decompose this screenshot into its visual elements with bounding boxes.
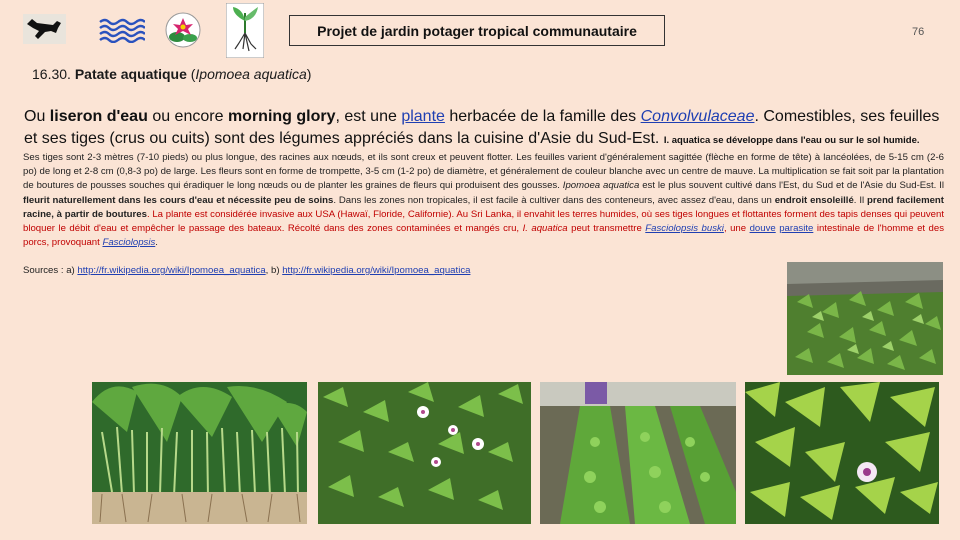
body-warning-latin: I. aquatica — [522, 223, 568, 235]
link-parasite[interactable]: parasite — [779, 223, 814, 235]
link-convolvulaceae[interactable]: Convolvulaceae — [640, 108, 755, 125]
body-text-end: . — [155, 237, 158, 249]
description-paragraph — [23, 151, 944, 250]
water-spinach-garden-rows-photo — [540, 382, 736, 524]
water-spinach-leaves-flower-photo — [745, 382, 939, 524]
sources-separator: , b) — [265, 265, 280, 276]
water-lily-flower-icon — [165, 12, 201, 48]
intro-paragraph — [24, 106, 944, 152]
body-warning-text-2: peut transmettre — [571, 223, 642, 235]
intro-bold-2: morning glory — [227, 108, 336, 125]
page-number: 76 — [912, 26, 925, 38]
sources-line — [23, 264, 470, 277]
intro-text-3: , est une — [335, 108, 397, 125]
source-link-b[interactable]: http://fr.wikipedia.org/wiki/Ipomoea_aquatica — [282, 265, 471, 276]
body-warning-text: . La plante est considérée invasive aux USA (Hawaï, Floride, Californie). Au Sri Lanka, il envahit les terres humides, où ses tiges longues et flottantes forment des tapis denses qui peuvent bloquer le débit d'eau et empêcher le passage des bateaux. Récolté dans des zones contaminées et mangés cru, — [23, 208, 944, 235]
plant-seedling-icon — [226, 3, 264, 58]
intro-text-2: ou encore — [152, 108, 224, 125]
section-heading — [32, 66, 311, 82]
intro-small-note: I. aquatica se développe dans l'eau ou sur le sol humide. — [663, 135, 920, 146]
intro-text-4: herbacée de la famille des — [449, 108, 637, 125]
body-warning-text-4: intestinale de l'homme et des porcs, provoquant — [23, 223, 945, 249]
dog-silhouette-icon — [23, 14, 66, 44]
heading-open-paren: ( — [186, 66, 196, 82]
link-douve[interactable]: douve — [749, 223, 776, 235]
sources-label: Sources : a) — [23, 265, 75, 276]
body-text-7: . Il — [853, 194, 865, 206]
intro-text-5: . Comestibles, ses feuilles et ses tiges (crus ou cuits) sont des légumes appréciés dans la cuisine d'Asie du Sud-Est. — [24, 108, 940, 147]
body-bold-cuttings: prend facilement racine, à partir de boutures — [23, 194, 944, 220]
section-number: 16.30. — [32, 66, 71, 82]
source-link-a[interactable]: http://fr.wikipedia.org/wiki/Ipomoea_aquatica — [77, 265, 266, 276]
body-warning-text-3: , une — [723, 223, 747, 235]
intro-bold-1: liseron d'eau — [49, 108, 148, 125]
link-fasciolopsis-buski[interactable]: Fasciolopsis buski — [645, 223, 724, 235]
water-spinach-bunches-photo — [92, 382, 307, 524]
water-spinach-plant-bed-photo — [787, 262, 943, 375]
body-italic-latin: Ipomoea aquatica — [562, 180, 640, 192]
body-text-5: . Dans les zones non tropicales, il est facile à cultiver dans des conteneurs, avec assez d'eau, dans un — [333, 194, 772, 206]
link-fasciolopsis[interactable]: Fasciolopsis — [102, 237, 156, 249]
link-plante[interactable]: plante — [401, 108, 445, 125]
heading-close-paren: ) — [306, 66, 312, 82]
water-waves-icon — [99, 17, 145, 43]
body-text-3: est le plus souvent cultivé dans l'Est, du Sud et de l'Asie du Sud-Est. Il — [642, 180, 944, 192]
section-name: Patate aquatique — [74, 66, 187, 82]
body-bold-sunny: endroit ensoleillé — [774, 194, 854, 206]
body-text-1: Ses tiges sont 2-3 mètres (7-10 pieds) ou plus longue, des racines aux nœuds, et ils sont creux et peuvent flotter. Les feuilles varient d'généralement sagittée (flèche en forme de tête) à lancéolées, de 5-15 cm (2-6 po) de long et 2-8 cm (0,8-3 po) de large. Les fleurs sont en forme de trompette, 3-5 cm (1-2 po) de diamètre, et généralement de couleur blanche avec un centre de mauve. La multiplication se fait soit par la plantation de boutures de pousses souches qui éradiquer le long nœuds ou de planter les graines de fleurs qui produisent des gousses. — [23, 152, 944, 192]
page-title: Projet de jardin potager tropical communautaire — [289, 15, 665, 46]
latin-name: Ipomoea aquatica — [195, 66, 307, 82]
intro-text-1: Ou — [24, 108, 46, 125]
body-bold-habitat: fleurit naturellement dans les cours d'eau et nécessite peu de soins — [23, 194, 334, 206]
water-spinach-flowers-photo — [318, 382, 531, 524]
